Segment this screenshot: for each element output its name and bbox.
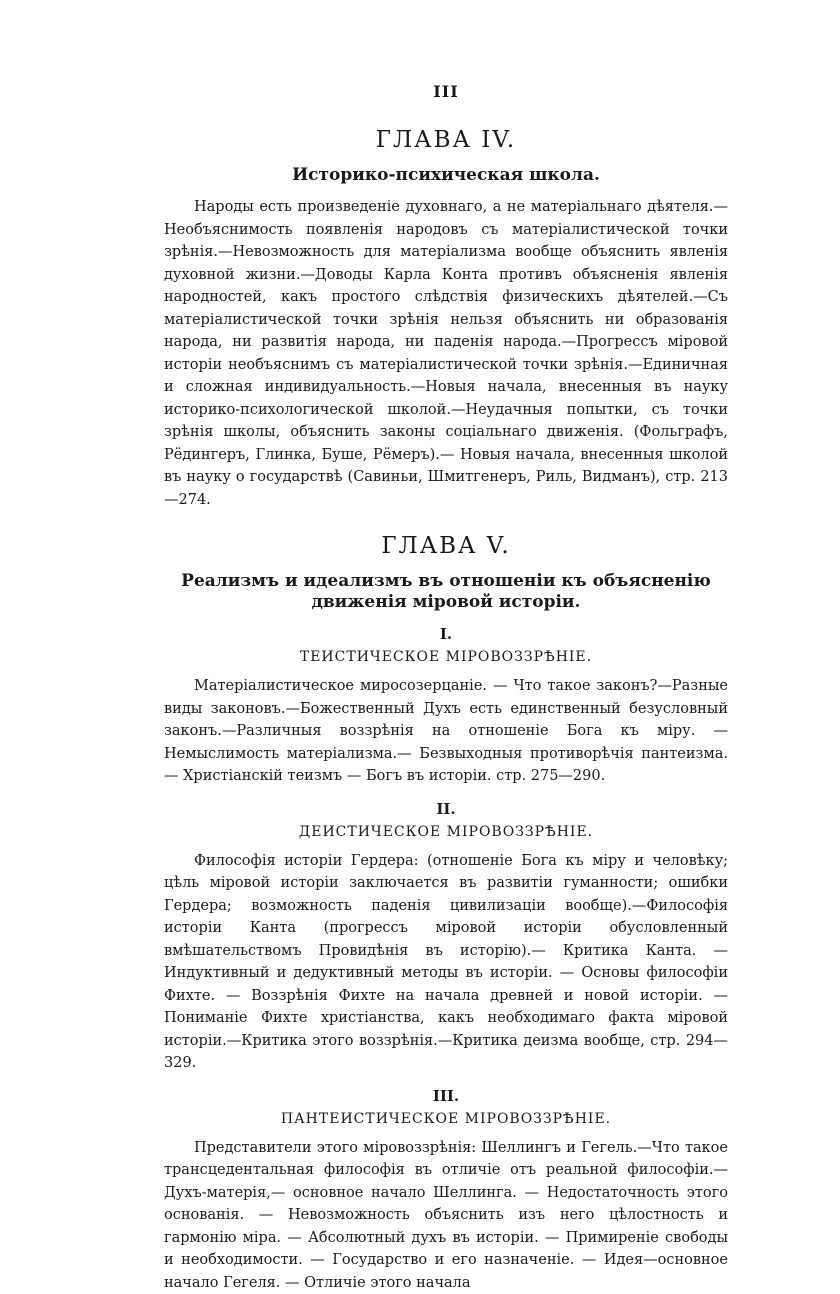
section-1-title: ТЕИСТИЧЕСКОЕ МІРОВОЗЗРѢНІЕ. <box>164 649 728 665</box>
chapter-4-title: ГЛАВА IV. <box>164 127 728 153</box>
section-2-numeral: II. <box>164 800 728 818</box>
section-3-title: ПАНТЕИСТИЧЕСКОЕ МІРОВОЗЗРѢНІЕ. <box>164 1111 728 1127</box>
page-body <box>164 82 728 1294</box>
section-1-summary: Матеріалистическое миросозерцаніе. — Что такое законъ?—Разные виды законовъ.—Божественный Духъ есть единственный безусловный законъ.—Различныя воззрѣнія на отношеніе Бога къ міру. — Немыслимость матеріализма.— Безвыходныя противорѣчія пантеизма. — Христіанскій теизмъ — Богъ въ исторіи. стр. 275—290. <box>164 675 728 788</box>
chapter-5-title: ГЛАВА V. <box>164 533 728 559</box>
chapter-4-summary: Народы есть произведеніе духовнаго, а не матеріальнаго дѣятеля.—Необъяснимость появленія народовъ съ матеріалистической точки зрѣнія.—Невозможность для матеріализма вообще объяснить явленія духовной жизни.—Доводы Карла Конта противъ объясненія явленія народностей, какъ простого слѣдствія физическихъ дѣятелей.—Съ матеріалистической точки зрѣнія нельзя объяснить ни образованія народа, ни развитія народа, ни паденія народа.—Прогрессъ міровой исторіи необъяснимъ съ матеріалистической точки зрѣнія.—Единичная и сложная индивидуальность.—Новыя начала, внесенныя въ науку историко-психологической школой.—Неудачныя попытки, съ точки зрѣнія школы, объяснить законы соціальнаго движенія. (Фольграфъ, Рёдингеръ, Глинка, Буше, Рёмеръ).— Новыя начала, внесенныя школой въ науку о государствѣ (Савиньи, Шмитгенеръ, Риль, Видманъ), стр. 213—274. <box>164 196 728 511</box>
chapter-4-subtitle: Историко-психическая школа. <box>164 165 728 186</box>
section-2-summary: Философія исторіи Гердера: (отношеніе Бога къ міру и человѣку; цѣль міровой исторіи заключается въ развитіи гуманности; ошибки Гердера; возможность паденія цивилизаціи вообще).—Философія исторіи Канта (прогрессъ міровой исторіи обусловленный вмѣшательствомъ Провидѣнія въ исторію).— Критика Канта. — Индуктивный и дедуктивный методы въ исторіи. — Основы философіи Фихте. — Воззрѣнія Фихте на начала древней и новой исторіи. — Пониманіе Фихте христіанства, какъ необходимаго факта міровой исторіи.—Критика этого воззрѣнія.—Критика деизма вообще, стр. 294—329. <box>164 850 728 1075</box>
page-number: III <box>164 82 728 101</box>
section-3 <box>164 1087 728 1294</box>
section-2 <box>164 800 728 1075</box>
section-2-title: ДЕИСТИЧЕСКОЕ МІРОВОЗЗРѢНІЕ. <box>164 824 728 840</box>
section-1 <box>164 625 728 788</box>
chapter-5-subtitle: Реализмъ и идеализмъ въ отношеніи къ объясненію движенія міровой исторіи. <box>164 571 728 613</box>
section-1-numeral: I. <box>164 625 728 643</box>
section-3-summary: Представители этого міровоззрѣнія: Шеллингъ и Гегель.—Что такое трансцедентальная философія въ отличіе отъ реальной философіи.—Духъ-матерія,— основное начало Шеллинга. — Недостаточность этого основанія. — Невозможность объяснить изъ него цѣлостность и гармонію міра. — Абсолютный духъ въ исторіи. — Примиреніе свободы и необходимости. — Государство и его назначеніе. — Идея—основное начало Гегеля. — Отличіе этого начала <box>164 1137 728 1294</box>
section-3-numeral: III. <box>164 1087 728 1105</box>
